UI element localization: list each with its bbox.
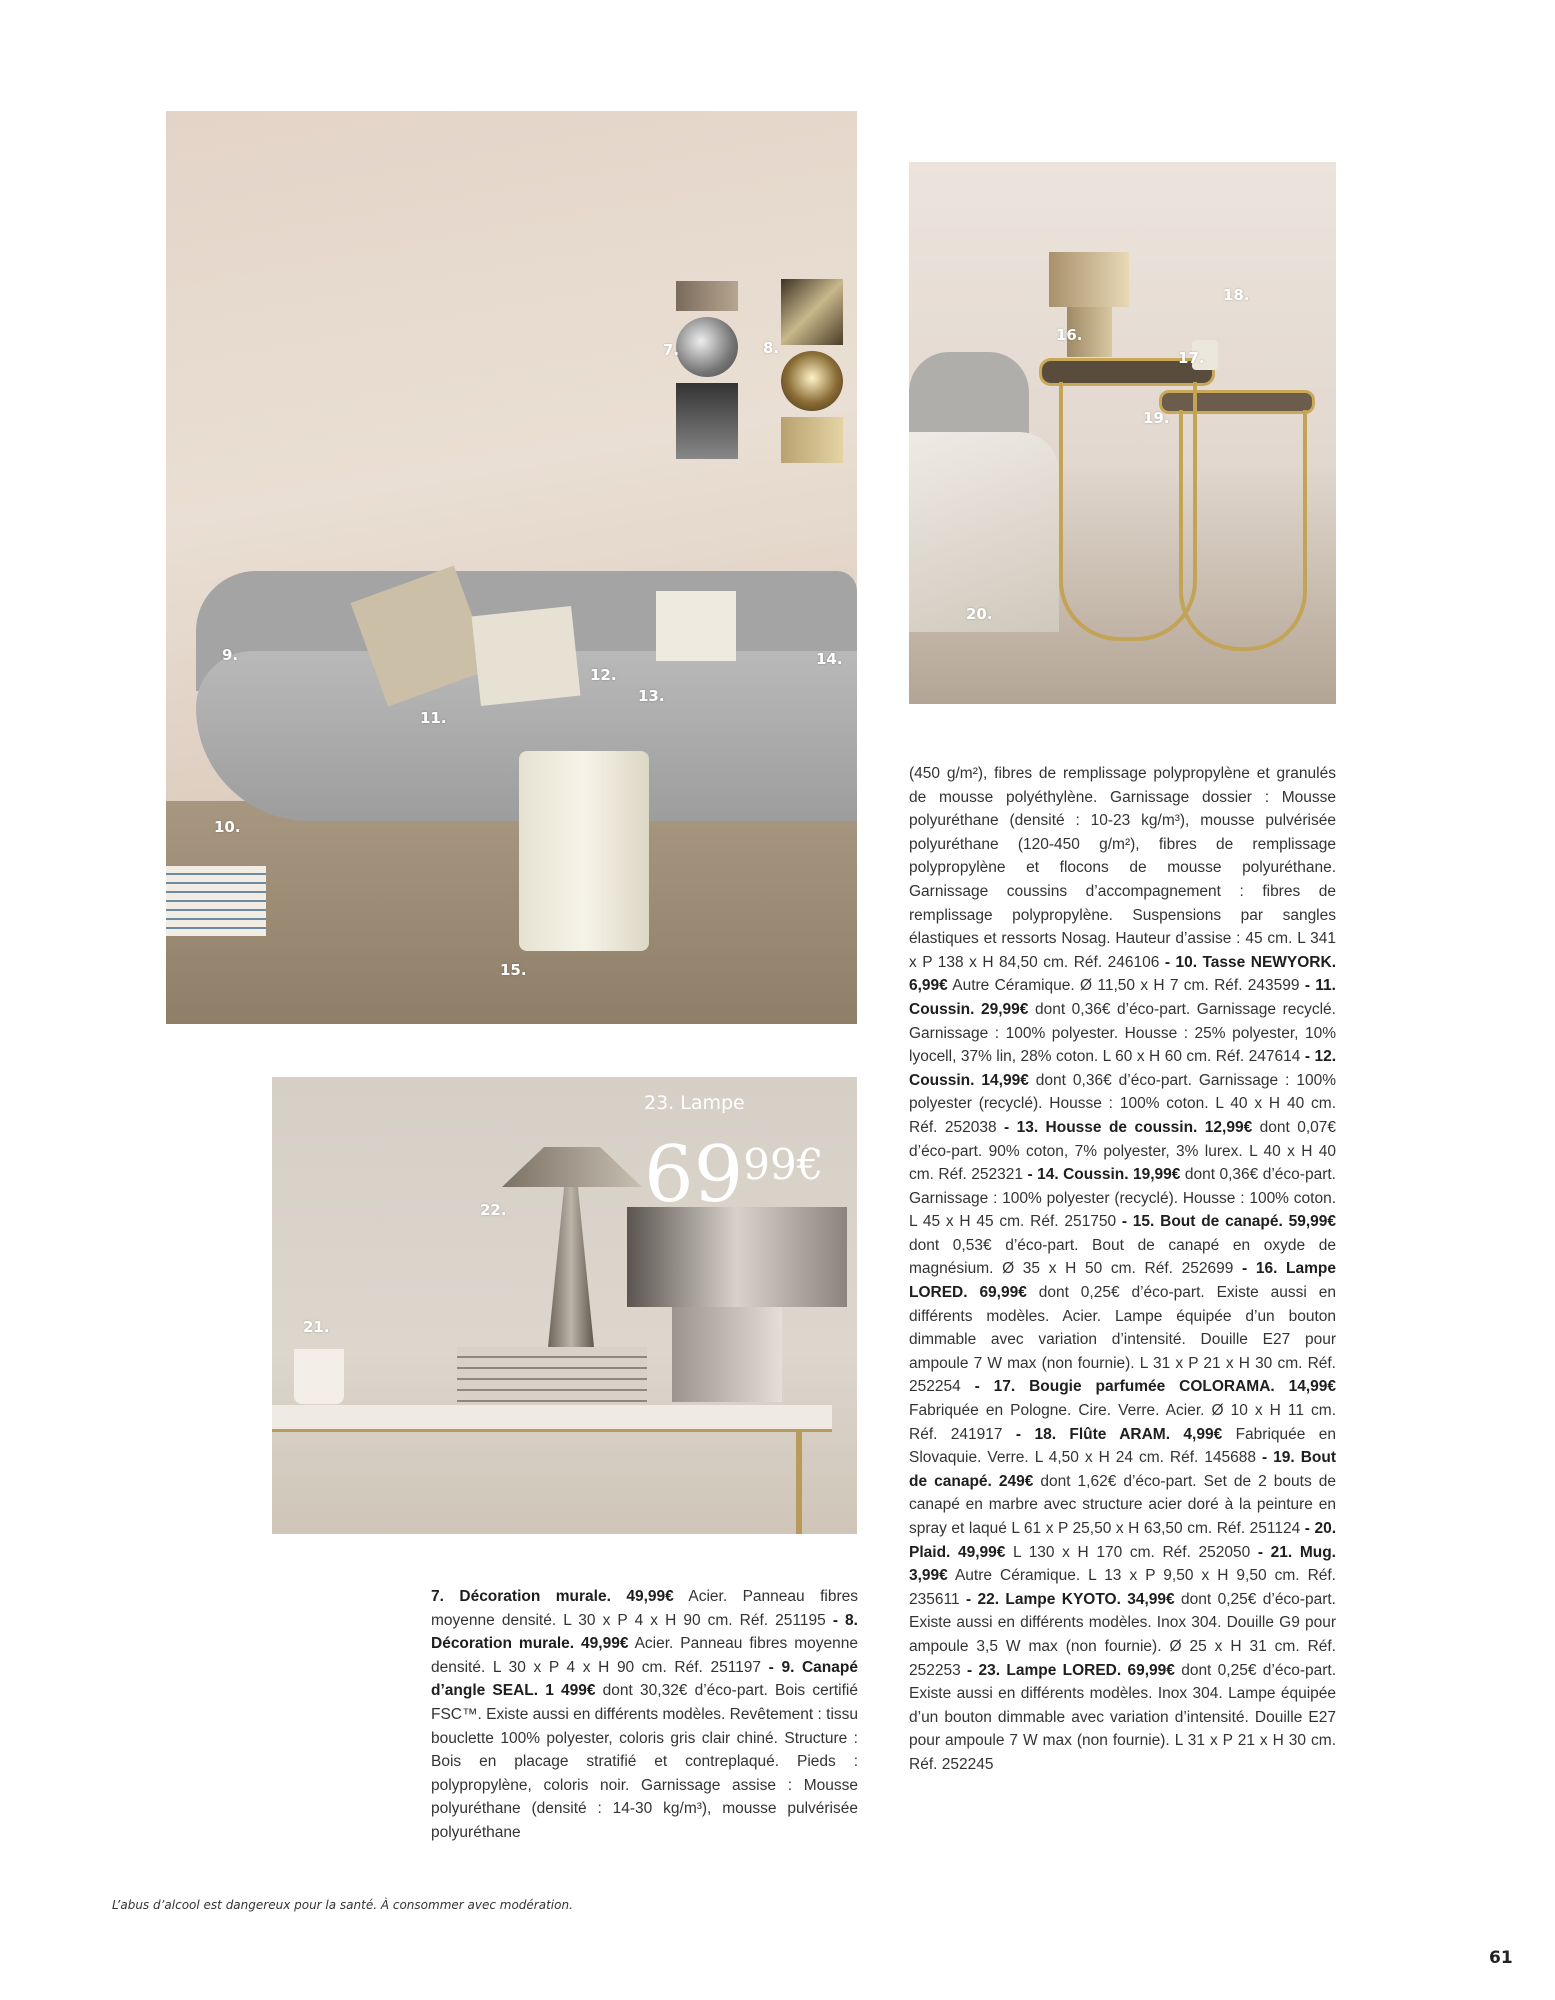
- product-details: dont 0,25€ d’éco-part. Existe aussi en différents modèles. Acier. Lampe équipée d’un bouton dimmable avec variation d’intensité. Douille E27 pour ampoule 7 W max (non fournie). L 31 x P 21 x H 30 cm. Réf. 252254: [909, 1284, 1336, 1396]
- gold-legs: [1059, 382, 1197, 641]
- product-details: Fabriquée en Slovaquie. Verre. L 4,50 x H 24 cm. Réf. 145688: [909, 1425, 1337, 1467]
- console-top: [272, 1405, 832, 1432]
- product-details: Autre Céramique. L 13 x P 9,50 x H 9,50 cm. Réf. 235611: [909, 1567, 1336, 1608]
- label-19: 19.: [1143, 409, 1170, 427]
- product-details: dont 1,62€ d’éco-part. Set de 2 bouts de canapé en marbre avec structure acier doré à la peinture en spray et laqué L 61 x P 25,50 x H 63,50 cm. Réf. 251124: [909, 1472, 1336, 1537]
- wall-art-7: [676, 281, 738, 463]
- page-number: 61: [1489, 1948, 1513, 1968]
- product-description-left: [431, 1585, 858, 1845]
- side-table-photo: [909, 162, 1336, 704]
- product-details: dont 0,36€ d’éco-part. Garnissage : 100% polyester (recyclé). Housse : 100% coton. L 45 x H 45 cm. Réf. 251750: [909, 1166, 1336, 1231]
- console-leg: [796, 1429, 802, 1534]
- price-tag-title: 23. Lampe: [644, 1092, 745, 1114]
- product-title: - 18. Flûte ARAM. 4,99€: [1015, 1425, 1223, 1443]
- label-14: 14.: [816, 650, 843, 668]
- product-title: - 10. Tasse NEWYORK. 6,99€: [909, 953, 1336, 995]
- throw-blanket: [909, 432, 1059, 632]
- product-details: dont 0,07€ d’éco-part. 90% coton, 7% polyester, 3% lurex. L 40 x H 40 cm. Réf. 252321: [909, 1118, 1337, 1184]
- label-9: 9.: [222, 646, 239, 664]
- product-details: dont 0,36€ d’éco-part. Garnissage recyclé. Garnissage : 100% polyester. Housse : 25% polyester, 10% lyocell, 37% lin, 28% coton. L 60 x H 60 cm. Réf. 247614: [909, 1000, 1336, 1066]
- product-details: Autre Céramique. Ø 11,50 x H 7 cm. Réf. 243599: [947, 977, 1305, 995]
- price-tag: [644, 1091, 854, 1220]
- label-21: 21.: [303, 1318, 330, 1336]
- gold-legs-2: [1179, 410, 1307, 651]
- lamp-photo: [272, 1077, 857, 1534]
- label-12: 12.: [590, 666, 617, 684]
- kyoto-lamp-base: [548, 1187, 594, 1347]
- label-17: 17.: [1178, 349, 1205, 367]
- label-13: 13.: [638, 687, 665, 705]
- living-room-photo: [166, 111, 857, 1024]
- label-20: 20.: [966, 605, 993, 623]
- product-details: Acier. Panneau fibres moyenne densité. L 30 x P 4 x H 90 cm. Réf. 251197: [431, 1635, 858, 1676]
- product-details: L 130 x H 170 cm. Réf. 252050: [1005, 1543, 1258, 1561]
- label-18: 18.: [1223, 286, 1250, 304]
- product-details: Acier. Panneau fibres moyenne densité. L 30 x P 4 x H 90 cm. Réf. 251195: [431, 1588, 858, 1629]
- book-stack: [166, 866, 266, 936]
- product-title: - 16. Lampe LORED. 69,99€: [909, 1260, 1337, 1302]
- label-10: 10.: [214, 818, 241, 836]
- lored-lamp-shade: [627, 1207, 847, 1307]
- floor-rug: [166, 801, 857, 1024]
- product-title: - 19. Bout de canapé. 249€: [909, 1449, 1336, 1490]
- price-tag-price: [644, 1119, 854, 1220]
- wall-art-8: [781, 279, 843, 465]
- product-title: - 17. Bougie parfumée COLORAMA. 14,99€: [974, 1378, 1336, 1396]
- product-title: - 15. Bout de canapé. 59,99€: [1121, 1213, 1336, 1231]
- side-table-white: [519, 751, 649, 951]
- kyoto-lamp-shade: [502, 1147, 642, 1187]
- product-title: - 13. Housse de coussin. 12,99€: [1004, 1118, 1253, 1136]
- price-cents: 99€: [743, 1140, 824, 1189]
- product-details: dont 30,32€ d’éco-part. Bois certifié FSC™. Existe aussi en différents modèles. Revêtement : tissu bouclette 100% polyester, coloris gris clair chiné. Structure : Bois en placage stratifié et contreplaqué. Pieds : polypropylène, coloris noir. Garnissage assise : Mousse polyuréthane (densité : 14-30 kg/m³), mousse pulvérisée polyuréthane: [431, 1682, 859, 1841]
- product-details: Fabriquée en Pologne. Cire. Verre. Acier. Ø 10 x H 11 cm. Réf. 241917: [909, 1402, 1336, 1443]
- product-details: dont 0,53€ d’éco-part. Bout de canapé en oxyde de magnésium. Ø 35 x H 50 cm. Réf. 252699: [909, 1236, 1336, 1278]
- label-8: 8.: [763, 339, 780, 357]
- label-22: 22.: [480, 1201, 507, 1219]
- product-title: 7. Décoration murale. 49,99€: [431, 1588, 674, 1605]
- product-details: dont 0,36€ d’éco-part. Garnissage : 100% polyester (recyclé). Housse : 100% coton. L 40 x H 40 cm. Réf. 252038: [909, 1071, 1336, 1136]
- label-15: 15.: [500, 961, 527, 979]
- product-title: - 23. Lampe LORED. 69,99€: [967, 1661, 1175, 1679]
- product-title: - 9. Canapé d’angle SEAL. 1 499€: [431, 1658, 858, 1700]
- product-title: - 11. Coussin. 29,99€: [909, 977, 1336, 1018]
- product-title: - 14. Coussin. 19,99€: [1027, 1166, 1181, 1184]
- book-stack: [457, 1347, 647, 1405]
- lored-lamp-base: [672, 1307, 782, 1402]
- product-title: - 12. Coussin. 14,99€: [909, 1048, 1336, 1089]
- product-details: dont 0,25€ d’éco-part. Existe aussi en différents modèles. Inox 304. Lampe équipée d’un bouton dimmable avec variation d’intensité. Douille E27 pour ampoule 7 W max (non fournie). L 31 x P 21 x H 30 cm. Réf. 252245: [909, 1661, 1336, 1773]
- label-16: 16.: [1056, 326, 1083, 344]
- mug: [294, 1349, 344, 1404]
- price-main: 69: [644, 1130, 744, 1220]
- product-title: - 22. Lampe KYOTO. 34,99€: [965, 1590, 1175, 1608]
- cushion-white: [656, 591, 736, 661]
- product-details: dont 0,25€ d’éco-part. Existe aussi en différents modèles. Inox 304. Douille G9 pour ampoule 3,5 W max (non fournie). Ø 25 x H 31 cm. Réf. 252253: [909, 1590, 1336, 1679]
- product-details: (450 g/m²), fibres de remplissage polypropylène et granulés de mousse polyéthylène. Garnissage dossier : Mousse polyuréthane (densité : 10-23 kg/m³), mousse pulvérisée polyuréthane (120-450 g/m²), fibres de remplissage polypropylène et flocons de mousse polyuréthane. Garnissage coussins d’accompagnement : fibres de remplissage polypropylène. Suspensions par sangles élastiques et ressorts Nosag. Hauteur d’assise : 45 cm. L 341 x P 138 x H 84,50 cm. Réf. 246106: [909, 765, 1336, 971]
- lamp-shade: [1049, 252, 1129, 307]
- product-title: - 20. Plaid. 49,99€: [909, 1520, 1337, 1561]
- product-description-right: [909, 762, 1336, 1777]
- product-title: - 21. Mug. 3,99€: [909, 1543, 1336, 1585]
- alcohol-disclaimer: L’abus d’alcool est dangereux pour la santé. À consommer avec modération.: [112, 1898, 573, 1912]
- product-title: - 8. Décoration murale. 49,99€: [431, 1611, 858, 1653]
- label-11: 11.: [420, 709, 447, 727]
- cushion-cream: [472, 606, 581, 706]
- label-7: 7.: [663, 341, 680, 359]
